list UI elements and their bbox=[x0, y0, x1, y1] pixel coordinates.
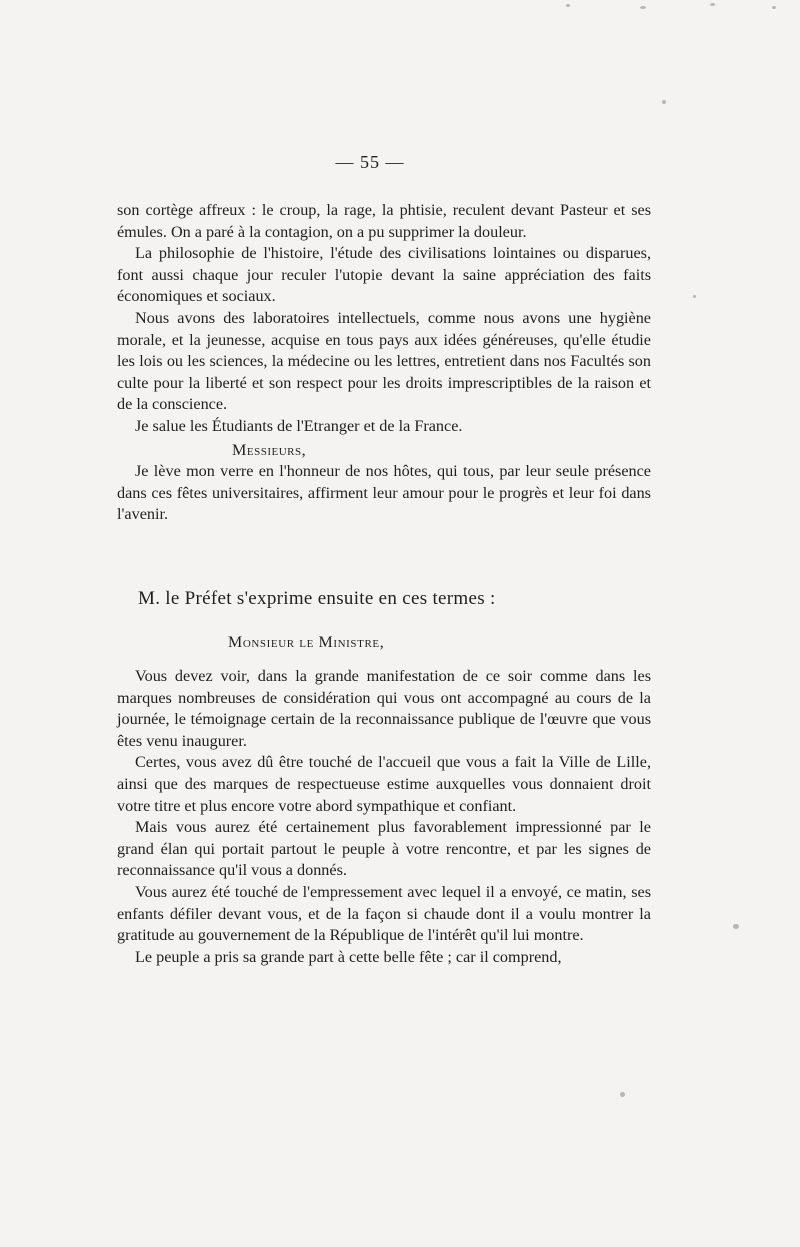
paragraph: Je lève mon verre en l'honneur de nos hôtes, qui tous, par leur seule présence dans ces fêtes universitaires, affirment leur amour pour le progrès et leur foi dans l'avenir. bbox=[117, 462, 651, 524]
paragraph: Mais vous aurez été certainement plus favorablement impressionné par le grand élan qui portait partout le peuple à votre rencontre, et par les signes de reconnaissance qu'il vous a donnés. bbox=[117, 818, 651, 880]
paper-speck bbox=[662, 100, 666, 104]
paper-speck bbox=[640, 6, 646, 9]
paper-speck bbox=[710, 3, 715, 6]
paragraph: Vous aurez été touché de l'empressement avec lequel il a envoyé, ce matin, ses enfants défiler devant vous, et de la façon si chaude dont il a voulu montrer la gratitude au gouvernement de la République de l'intérêt qu'il lui montre. bbox=[117, 882, 651, 945]
paper-speck bbox=[693, 295, 696, 298]
page-number: — 55 — bbox=[335, 152, 405, 172]
paragraph: son cortège affreux : le croup, la rage, la phtisie, reculent devant Pasteur et ses émules. On a paré à la contagion, on a pu supprimer la douleur. bbox=[117, 201, 651, 241]
paper-speck bbox=[566, 4, 570, 7]
salutation-messieurs: Messieurs, bbox=[232, 440, 307, 459]
paper-speck bbox=[620, 1092, 625, 1097]
paragraph: Nous avons des laboratoires intellectuels, comme nous avons une hygiène morale, et la jeunesse, acquise en tous pays aux idées généreuses, qu'elle étudie les lois ou les sciences, la médecine ou les lettres, entretient dans nos Facultés son culte pour la liberté et son respect pour les droits imprescriptibles de la raison et de la conscience. bbox=[117, 308, 651, 414]
paragraph: Le peuple a pris sa grande part à cette belle fête ; car il comprend, bbox=[135, 947, 562, 966]
section-heading: M. le Préfet s'exprime ensuite en ces termes : bbox=[138, 588, 496, 609]
section-prefet-speech bbox=[117, 666, 651, 968]
paragraph: Vous devez voir, dans la grande manifestation de ce soir comme dans les marques nombreuses de considération qui vous ont accompagné au cours de la journée, le témoignage certain de la reconnaissance publique de l'œuvre que vous êtes venu inaugurer. bbox=[117, 667, 651, 750]
paper-speck bbox=[772, 6, 776, 9]
paragraph: La philosophie de l'histoire, l'étude des civilisations lointaines ou disparues, font aussi chaque jour reculer l'utopie devant la saine appréciation des faits économiques et sociaux. bbox=[117, 244, 651, 306]
section-toast bbox=[117, 200, 651, 526]
paragraph: Je salue les Étudiants de l'Etranger et de la France. bbox=[135, 416, 463, 435]
salutation-monsieur-le-ministre: Monsieur le Ministre, bbox=[228, 634, 385, 651]
paragraph: Certes, vous avez dû être touché de l'accueil que vous a fait la Ville de Lille, ainsi que des marques de respectueuse estime auxquelles vous donnaient droit votre titre et plus encore votre abord sympathique et confiant. bbox=[117, 753, 651, 815]
paper-speck bbox=[733, 924, 739, 929]
